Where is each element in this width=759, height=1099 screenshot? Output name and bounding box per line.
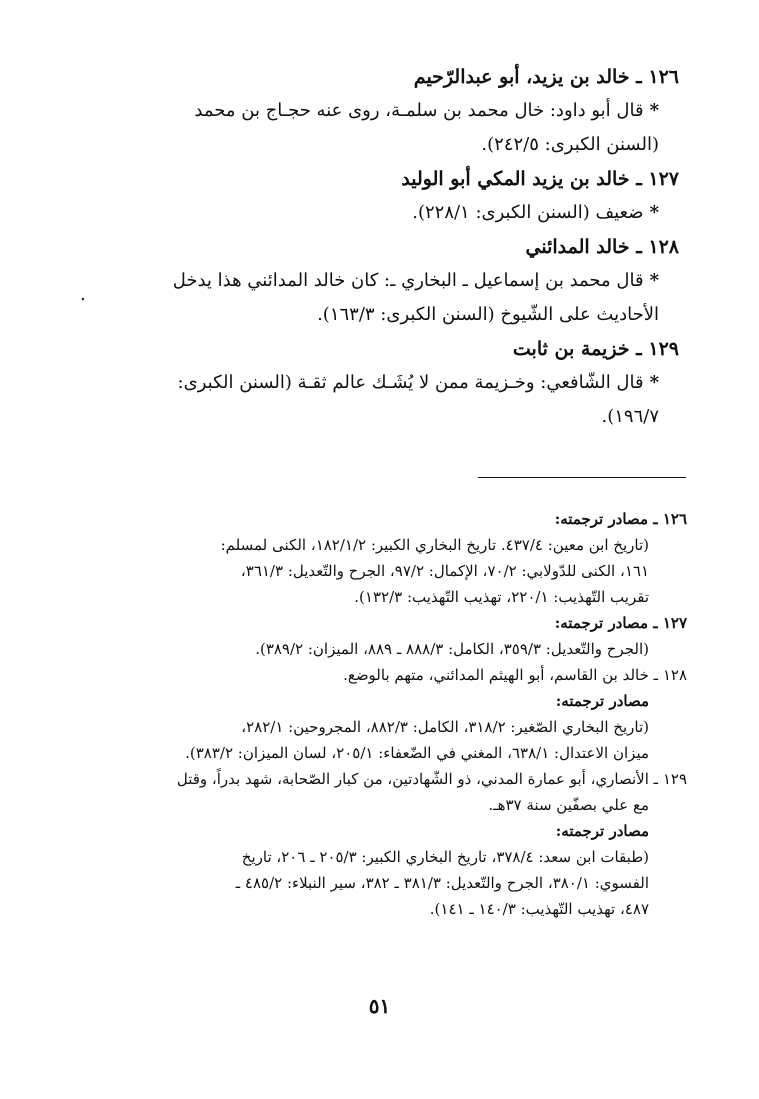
footnote-line: الفسوي: ٣٨٠/١، الجرح والتّعديل: ٣٨١/٣ ـ ٣٨٢، سير النبلاء: ٤٨٥/٢ ـ [235, 874, 649, 892]
footnote-line: ١٦١، الكنى للدّولابي: ٧٠/٢، الإكمال: ٩٧/٢، الجرح والتّعديل: ٣٦١/٣، [240, 562, 649, 580]
footnote-subheading: مصادر ترجمته: [555, 822, 649, 840]
entry-line: (السنن الكبرى: ٢٤٢/٥). [481, 134, 659, 155]
footnote-line: (تاريخ البخاري الصّغير: ٣١٨/٢، الكامل: ٨٨٢/٣، المجروحين: ٢٨٢/١، [241, 718, 649, 736]
entry-line: ١٩٦/٧). [601, 406, 659, 427]
footnote-line: ٤٨٧، تهذيب التّهذيب: ١٤٠/٣ ـ ١٤١). [429, 900, 649, 918]
star-icon: * [649, 372, 659, 393]
entry-line: *قال الشّافعي: وخـزيمة ممن لا يُشَـك عالم ثقـة (السنن الكبرى: [177, 372, 659, 393]
entry-line: *قال أبو داود: خال محمد بن سلمـة، روى عنه حجـاج بن محمد [194, 100, 659, 121]
margin-dot: . [80, 284, 86, 305]
footnote-heading-cont: مع علي بصفّين سنة ٣٧هـ. [488, 796, 649, 814]
footnote-heading: ١٢٦ ـ مصادر ترجمته: [554, 510, 687, 528]
entry-line: الأحاديث على الشّيوخ (السنن الكبرى: ١٦٣/٣). [317, 304, 659, 325]
footnote-line: تقريب التّهذيب: ٢٢٠/١، تهذيب التّهذيب: ١٣٢/٣). [354, 588, 649, 606]
footnote-line: ميزان الاعتدال: ٦٣٨/١، المغني في الضّعفاء: ٢٠٥/١، لسان الميزان: ٣٨٣/٢). [185, 744, 649, 762]
page-number: ٥١ [368, 994, 391, 1018]
entry-title: ١٢٨ ـ خالد المدائني [525, 236, 679, 258]
star-icon: * [649, 202, 659, 223]
star-icon: * [649, 100, 659, 121]
entry-title: ١٢٦ ـ خالد بن يزيد، أبو عبدالرّحيم [413, 66, 679, 88]
footnote-line: (طبقات ابن سعد: ٣٧٨/٤، تاريخ البخاري الكبير: ٢٠٥/٣ ـ ٢٠٦، تاريخ [241, 848, 649, 866]
footnote-subheading: مصادر ترجمته: [555, 692, 649, 710]
entry-title: ١٢٩ ـ خزيمة بن ثابت [512, 338, 679, 360]
main-text [115, 60, 679, 434]
footnote-line: (الجرح والتّعديل: ٣٥٩/٣، الكامل: ٨٨٨/٣ ـ ٨٨٩، الميزان: ٣٨٩/٢). [255, 640, 649, 658]
footnote-heading: ١٢٧ ـ مصادر ترجمته: [554, 614, 687, 632]
entry-title: ١٢٧ ـ خالد بن يزيد المكي أبو الوليد [401, 168, 679, 190]
footnote-heading: ١٢٨ ـ خالد بن القاسم، أبو الهيثم المدائني، متهم بالوضع. [343, 666, 687, 684]
footnotes [115, 506, 687, 922]
footnote-heading: ١٢٩ ـ الأنصاري، أبو عمارة المدني، ذو الشّهادتين، من كبار الصّحابة، شهد بدراً، وقتل [176, 770, 687, 788]
entry-line: *ضعيف (السنن الكبرى: ٢٢٨/١). [412, 202, 659, 223]
footnote-line: (تاريخ ابن معين: ٤٣٧/٤. تاريخ البخاري الكبير: ١٨٢/١/٢، الكنى لمسلم: [220, 536, 649, 554]
footnote-divider [478, 477, 686, 478]
entry-line: *قال محمد بن إسماعيل ـ البخاري ـ: كان خالد المدائني هذا يدخل [172, 270, 659, 291]
star-icon: * [649, 270, 659, 291]
